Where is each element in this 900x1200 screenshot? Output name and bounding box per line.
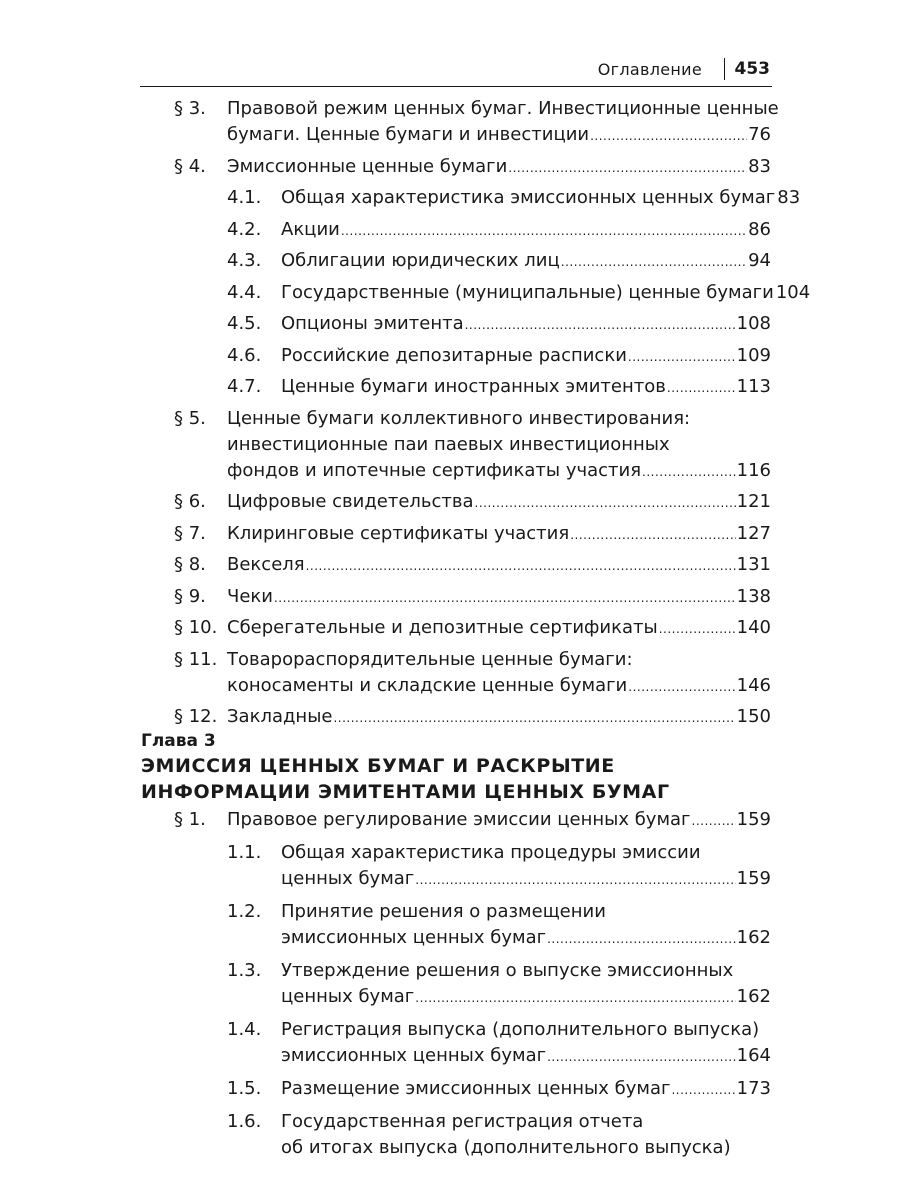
toc-entry-number: 4.2. bbox=[227, 218, 262, 240]
toc-entry-title: Размещение эмиссионных ценных бумаг bbox=[281, 1078, 671, 1099]
toc-entry-text bbox=[227, 406, 771, 484]
toc-page-number: 121 bbox=[736, 491, 771, 512]
toc-page-number: 159 bbox=[736, 868, 771, 889]
toc-entry-leader-row bbox=[281, 866, 771, 892]
toc-entry-number: 4.5. bbox=[227, 313, 262, 334]
toc-entry-line: Утверждение решения о выпуске эмиссионных bbox=[281, 960, 734, 981]
toc-entry-text bbox=[281, 185, 801, 211]
toc-entry-title: бумаги. Ценные бумаги и инвестиции bbox=[227, 124, 590, 145]
dot-leader bbox=[561, 248, 747, 275]
toc-entry-title: Акции bbox=[281, 218, 340, 240]
toc-entry-text bbox=[281, 280, 811, 306]
toc-entry-text bbox=[281, 1076, 771, 1102]
toc-page-number: 159 bbox=[736, 809, 771, 830]
toc-page-number: 162 bbox=[736, 927, 771, 948]
toc-entry-leader-row bbox=[281, 185, 801, 211]
toc-page-number: 173 bbox=[736, 1078, 771, 1099]
dot-leader bbox=[341, 217, 747, 244]
toc-entry-title: Эмиссионные ценные бумаги bbox=[227, 155, 508, 177]
dot-leader bbox=[475, 489, 736, 516]
chapter-title-line: ЭМИССИЯ ЦЕННЫХ БУМАГ И РАСКРЫТИЕ bbox=[141, 755, 615, 777]
toc-entry-title: Ценные бумаги иностранных эмитентов bbox=[281, 376, 666, 397]
toc-entry-title: коносаменты и складские ценные бумаги bbox=[227, 674, 628, 696]
toc-entry-title: ценных бумаг bbox=[281, 868, 415, 889]
toc-entry-leader-row bbox=[227, 521, 771, 547]
toc-page-number: 113 bbox=[736, 376, 771, 397]
toc-entry-leader-row bbox=[227, 673, 771, 699]
toc-page-number: 138 bbox=[736, 585, 771, 607]
toc-entry-text bbox=[281, 343, 771, 369]
toc-entry-leader-row bbox=[227, 584, 771, 610]
toc-entry-title: Чеки bbox=[227, 585, 273, 607]
toc-entry-leader-row bbox=[227, 122, 771, 148]
toc-entry-text bbox=[281, 1017, 771, 1069]
toc-entry-title: Закладные bbox=[227, 706, 333, 727]
toc-entry-number: § 1. bbox=[174, 809, 206, 830]
toc-entry-title: Российские депозитарные расписки bbox=[281, 344, 627, 366]
toc-entry-text bbox=[227, 647, 771, 699]
toc-entry-title: фондов и ипотечные сертификаты участия bbox=[227, 459, 642, 481]
page-number: 453 bbox=[734, 59, 770, 79]
dot-leader bbox=[415, 984, 735, 1011]
toc-page-number: 104 bbox=[775, 281, 811, 303]
dot-leader bbox=[508, 154, 747, 181]
toc-entry-text bbox=[281, 899, 771, 951]
toc-entry-text bbox=[281, 374, 771, 400]
toc-entry-line: Товарораспорядительные ценные бумаги: bbox=[227, 648, 633, 670]
toc-page-number: 94 bbox=[748, 250, 771, 271]
toc-entry-text bbox=[281, 840, 771, 892]
toc-entry-text bbox=[227, 96, 779, 148]
toc-entry-leader-row bbox=[281, 1076, 771, 1102]
dot-leader bbox=[306, 552, 736, 579]
toc-entry-text bbox=[281, 311, 771, 337]
toc-entry-number: § 11. bbox=[174, 648, 218, 670]
toc-entry-text bbox=[281, 1109, 771, 1161]
toc-entry-title: Общая характеристика эмиссионных ценных бумаг bbox=[281, 187, 776, 208]
toc-entry-text bbox=[227, 704, 771, 730]
chapter-heading bbox=[141, 729, 670, 805]
dot-leader bbox=[642, 458, 736, 485]
toc-page-number: 83 bbox=[777, 187, 801, 208]
toc-entry-number: 1.4. bbox=[227, 1019, 262, 1040]
dot-leader bbox=[570, 521, 735, 548]
toc-entry-leader-row bbox=[227, 458, 771, 484]
dot-leader bbox=[465, 311, 736, 338]
toc-entry-leader-row bbox=[227, 154, 771, 180]
dot-leader bbox=[547, 925, 736, 952]
toc-entry-line: инвестиционные паи паевых инвестиционных bbox=[227, 433, 670, 455]
toc-entry-number: 1.6. bbox=[227, 1111, 262, 1132]
toc-entry-number: § 4. bbox=[174, 155, 206, 177]
toc-page-number: 108 bbox=[736, 313, 771, 334]
toc-page-number: 140 bbox=[736, 617, 771, 638]
toc-page-number: 164 bbox=[736, 1045, 771, 1066]
toc-entry-title: эмиссионных ценных бумаг bbox=[281, 927, 547, 948]
toc-entry-title: Сберегательные и депозитные сертификаты bbox=[227, 617, 658, 638]
toc-entry-leader-row bbox=[281, 984, 771, 1010]
toc-entry-leader-row bbox=[281, 248, 771, 274]
toc-entry-line: Государственная регистрация отчета bbox=[281, 1111, 644, 1132]
toc-entry-number: § 7. bbox=[174, 522, 206, 544]
toc-entry-leader-row bbox=[227, 615, 771, 641]
toc-entry-number: § 12. bbox=[174, 706, 218, 727]
toc-entry-text bbox=[227, 154, 771, 180]
toc-entry-title: эмиссионных ценных бумаг bbox=[281, 1045, 547, 1066]
toc-entry-number: 1.1. bbox=[227, 842, 262, 863]
toc-entry-text bbox=[227, 807, 771, 833]
toc-entry-number: 4.4. bbox=[227, 281, 262, 303]
toc-entry-title: Опционы эмитента bbox=[281, 313, 464, 334]
toc-entry-title: Государственные (муниципальные) ценные бумаги bbox=[281, 281, 774, 303]
toc-page-number: 116 bbox=[736, 459, 771, 481]
toc-entry-number: § 3. bbox=[174, 98, 206, 119]
toc-entry-text bbox=[227, 584, 771, 610]
toc-entry-number: 1.5. bbox=[227, 1078, 262, 1099]
toc-entry-text bbox=[227, 552, 771, 578]
toc-entry-title: Облигации юридических лиц bbox=[281, 250, 560, 271]
toc-entry-line: об итогах выпуска (дополнительного выпуска) bbox=[281, 1137, 731, 1158]
toc-entry-number: 4.1. bbox=[227, 187, 262, 208]
toc-entry-number: 1.2. bbox=[227, 901, 262, 922]
toc-entry-text bbox=[227, 615, 771, 641]
toc-page-number: 162 bbox=[736, 986, 771, 1007]
toc-page-number: 146 bbox=[736, 674, 771, 696]
chapter-title-line: ИНФОРМАЦИИ ЭМИТЕНТАМИ ЦЕННЫХ БУМАГ bbox=[141, 781, 670, 803]
toc-entry-title: Векселя bbox=[227, 554, 305, 575]
chapter-number: Глава 3 bbox=[141, 731, 216, 751]
dot-leader bbox=[667, 374, 736, 401]
toc-entry-title: Клиринговые сертификаты участия bbox=[227, 522, 570, 544]
toc-entry-title: Цифровые свидетельства bbox=[227, 491, 474, 512]
toc-entry-leader-row bbox=[281, 280, 811, 306]
toc-entry-number: § 6. bbox=[174, 491, 206, 512]
toc-entry-number: § 8. bbox=[174, 554, 206, 575]
toc-page-number: 109 bbox=[736, 344, 771, 366]
dot-leader bbox=[628, 343, 736, 370]
toc-entry-text bbox=[281, 958, 771, 1010]
toc-entry-line: Принятие решения о размещении bbox=[281, 901, 606, 922]
toc-entry-leader-row bbox=[227, 552, 771, 578]
running-header-title: Оглавление bbox=[597, 60, 702, 79]
toc-page-number: 83 bbox=[748, 155, 771, 177]
toc-page-number: 86 bbox=[748, 218, 771, 240]
header-divider bbox=[724, 58, 726, 80]
toc-entry-text bbox=[281, 217, 771, 243]
toc-entry-number: 4.7. bbox=[227, 376, 262, 397]
toc-entry-number: 4.3. bbox=[227, 250, 262, 271]
toc-entry-title: Правовое регулирование эмиссии ценных бумаг bbox=[227, 809, 691, 830]
toc-entry-number: § 10. bbox=[174, 617, 218, 638]
toc-entry-leader-row bbox=[227, 704, 771, 730]
toc-entry-number: § 5. bbox=[174, 407, 206, 429]
toc-entry-number: 4.6. bbox=[227, 344, 262, 366]
toc-entry-line: Правовой режим ценных бумаг. Инвестиционные ценные bbox=[227, 98, 779, 119]
toc-page-number: 150 bbox=[736, 706, 771, 727]
dot-leader bbox=[590, 122, 747, 149]
dot-leader bbox=[547, 1043, 736, 1070]
dot-leader bbox=[671, 1076, 735, 1103]
toc-entry-leader-row bbox=[281, 374, 771, 400]
toc-entry-text bbox=[227, 521, 771, 547]
toc-entry-leader-row bbox=[281, 217, 771, 243]
toc-entry-number: § 9. bbox=[174, 585, 206, 607]
dot-leader bbox=[692, 807, 736, 834]
toc-entry-leader-row bbox=[227, 489, 771, 515]
toc-entry-leader-row bbox=[281, 343, 771, 369]
toc-entry-text bbox=[281, 248, 771, 274]
dot-leader bbox=[628, 673, 735, 700]
toc-entry-leader-row bbox=[281, 925, 771, 951]
toc-entry-line: Общая характеристика процедуры эмиссии bbox=[281, 842, 701, 863]
toc-entry-number: 1.3. bbox=[227, 960, 262, 981]
toc-page-number: 127 bbox=[736, 522, 771, 544]
dot-leader bbox=[333, 704, 735, 731]
dot-leader bbox=[659, 615, 736, 642]
dot-leader bbox=[274, 584, 736, 611]
toc-entry-title: ценных бумаг bbox=[281, 986, 415, 1007]
dot-leader bbox=[415, 866, 735, 893]
toc-entry-leader-row bbox=[227, 807, 771, 833]
toc-page-number: 76 bbox=[748, 124, 771, 145]
toc-page-number: 131 bbox=[736, 554, 771, 575]
toc-entry-leader-row bbox=[281, 1043, 771, 1069]
toc-entry-leader-row bbox=[281, 311, 771, 337]
running-header bbox=[140, 56, 772, 87]
toc-entry-line: Ценные бумаги коллективного инвестирования: bbox=[227, 407, 691, 429]
toc-entry-text bbox=[227, 489, 771, 515]
toc-entry-line: Регистрация выпуска (дополнительного выпуска) bbox=[281, 1019, 760, 1040]
